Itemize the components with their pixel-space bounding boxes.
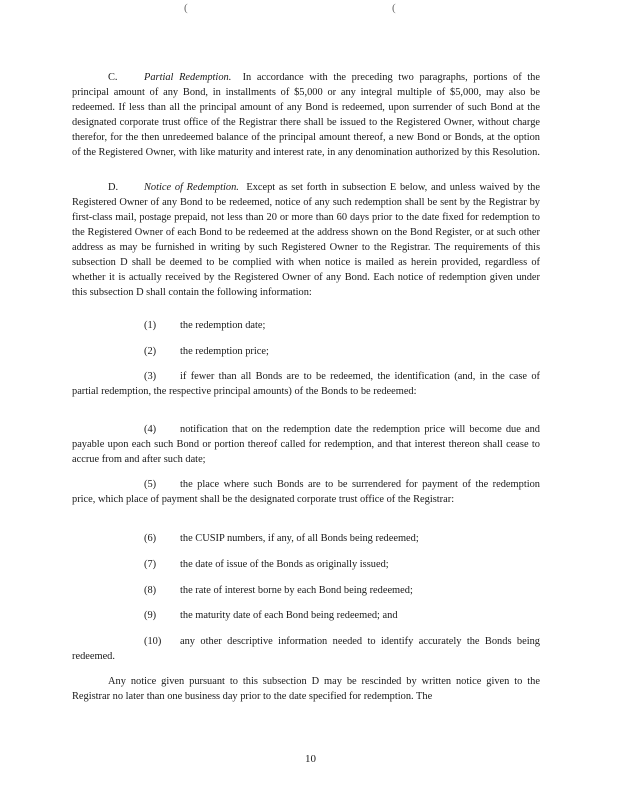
list-item-text: the place where such Bonds are to be surrendered for payment of the redemption price, which place of payment shall be the designated corporate trust office of the Registrar: [72, 479, 540, 505]
list-item-text: the maturity date of each Bond being redeemed; and [180, 610, 398, 621]
list-item-text: if fewer than all Bonds are to be redeemed, the identification (and, in the case of partial redemption, the respective principal amounts) of the Bonds to be redeemed: [72, 371, 540, 397]
list-item-number: (6) [144, 533, 157, 544]
header-mark-right: ( [392, 2, 396, 14]
list-item [72, 477, 540, 507]
paragraph-c-text: In accordance with the preceding two paragraphs, portions of the principal amount of any Bond, in installments of $5,000 or any integral multiple of $5,000, may also be redeemed. If less than all the principal amount of any Bond is redeemed, upon surrender of such Bond at the designated corporate trust office of the Registrar there shall be issued to the Registered Owner, without charge therefor, for the then unredeemed balance of the principal amount thereof, a new Bond or Bonds, at the option of the Registered Owner, with like maturity and interest rate, in any denomination authorized by this Resolution. [72, 72, 540, 158]
list-item-number: (5) [144, 479, 157, 490]
list-item-text: the redemption date; [180, 320, 266, 331]
list-item-number: (10) [144, 636, 162, 647]
list-item [72, 422, 540, 467]
list-item-text: the date of issue of the Bonds as originally issued; [180, 559, 389, 570]
list-item-number: (2) [144, 346, 157, 357]
list-item-number: (1) [144, 320, 157, 331]
list-item-text: the rate of interest borne by each Bond being redeemed; [180, 585, 413, 596]
paragraph-d [72, 180, 540, 300]
list-item [72, 634, 540, 664]
paragraph-d-title: Notice of Redemption. [144, 182, 239, 193]
paragraph-c-title: Partial Redemption. [144, 72, 232, 83]
list-item-number: (8) [144, 585, 157, 596]
paragraph-d-label: D. [108, 182, 119, 193]
list-item-text: the CUSIP numbers, if any, of all Bonds being redeemed; [180, 533, 419, 544]
list-item-number: (4) [144, 424, 157, 435]
list-item-number: (9) [144, 610, 157, 621]
header-mark-left: ( [184, 2, 188, 14]
list-item-text: notification that on the redemption date the redemption price will become due and payable upon each such Bond or portion thereof called for redemption, and that interest thereon shall cease to accrue from and after such date; [72, 424, 540, 465]
list-item-text: the redemption price; [180, 346, 269, 357]
paragraph-c [72, 70, 540, 160]
paragraph-d-text: Except as set forth in subsection E below, and unless waived by the Registered Owner of any Bond to be redeemed, notice of any such redemption shall be sent by the Registrar by first-class mail, postage prepaid, not less than 20 or more than 60 days prior to the date fixed for redemption to the Registered Owner of each Bond to be redeemed at the address shown on the Bond Register, or at such other address as may be furnished in writing by such Registered Owner to the Registrar. The requirements of this subsection D shall be deemed to be complied with when notice is mailed as herein provided, regardless of whether it is actually received by the Registered Owner of any Bond. Each notice of redemption given under this subsection D shall contain the following information: [72, 182, 540, 298]
closing-paragraph [72, 674, 540, 704]
page-number: 10 [305, 753, 316, 765]
paragraph-c-label: C. [108, 72, 118, 83]
list-item [72, 369, 540, 399]
list-item-text: any other descriptive information needed to identify accurately the Bonds being redeemed. [72, 636, 540, 662]
list-item-number: (3) [144, 371, 157, 382]
closing-paragraph-text: Any notice given pursuant to this subsection D may be rescinded by written notice given to the Registrar no later than one business day prior to the date specified for redemption. The [72, 676, 540, 702]
list-item-number: (7) [144, 559, 157, 570]
